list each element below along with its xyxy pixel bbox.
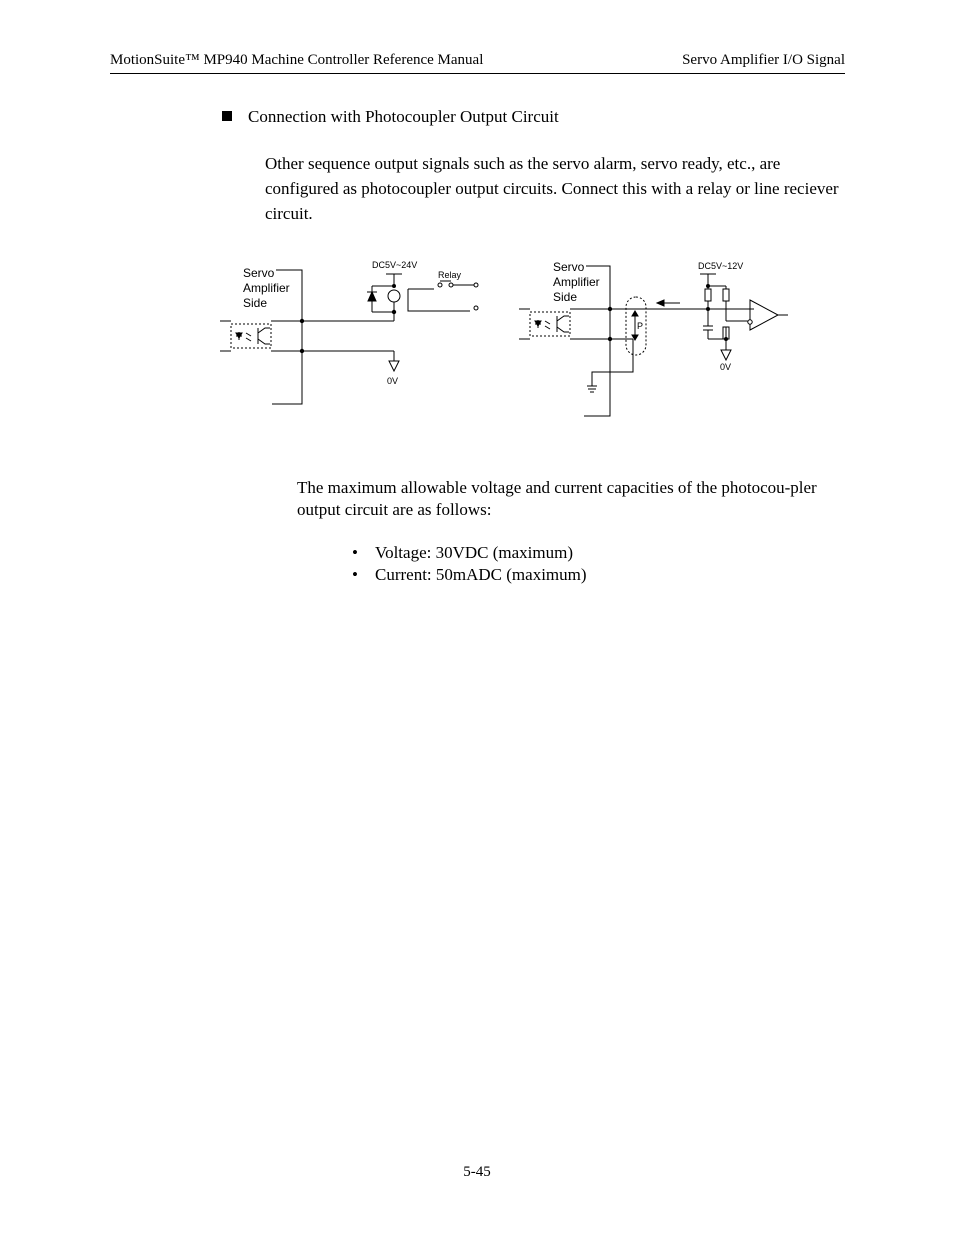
left-side-label-3: Side [243,296,268,310]
header-rule [110,73,845,74]
section-heading [222,107,559,127]
left-ground-label: 0V [387,376,399,386]
left-circuit-nodes [300,284,396,353]
capacity-paragraph: The maximum allowable voltage and current capacities of the photocou-pler output circuit are as follows: [297,478,817,519]
section-title: Servo Amplifier I/O Signal [682,52,845,68]
page-number: 5-45 [463,1164,491,1180]
shield-p-label: P [637,321,644,331]
current-spec: Current: 50mADC (maximum) [375,565,587,584]
relay-label: Relay [438,270,462,280]
bullet-dot-icon: • [352,565,358,584]
photocoupler-connection-diagram [210,252,800,427]
right-ground-label: 0V [720,362,732,372]
right-side-label-2: Amplifier [553,275,600,289]
right-side-label-3: Side [553,290,578,304]
section-heading-text: Connection with Photocoupler Output Circuit [248,107,559,126]
bullet-dot-icon: • [352,543,358,562]
square-bullet-icon [222,111,232,121]
page-header [110,52,845,74]
list-item [352,564,587,586]
spec-list [352,542,587,586]
left-side-label-1: Servo [243,266,275,280]
left-supply-label: DC5V~24V [372,260,418,270]
right-side-label-1: Servo [553,260,585,274]
right-supply-label: DC5V~12V [698,261,744,271]
list-item [352,542,587,564]
voltage-spec: Voltage: 30VDC (maximum) [375,543,573,562]
intro-paragraph: Other sequence output signals such as the servo alarm, servo ready, etc., are configured as photocoupler output circuits. Connect this with a relay or line reciever circuit. [265,154,839,223]
left-side-label-2: Amplifier [243,281,290,295]
manual-title: MotionSuite™ MP940 Machine Controller Reference Manual [110,52,484,68]
